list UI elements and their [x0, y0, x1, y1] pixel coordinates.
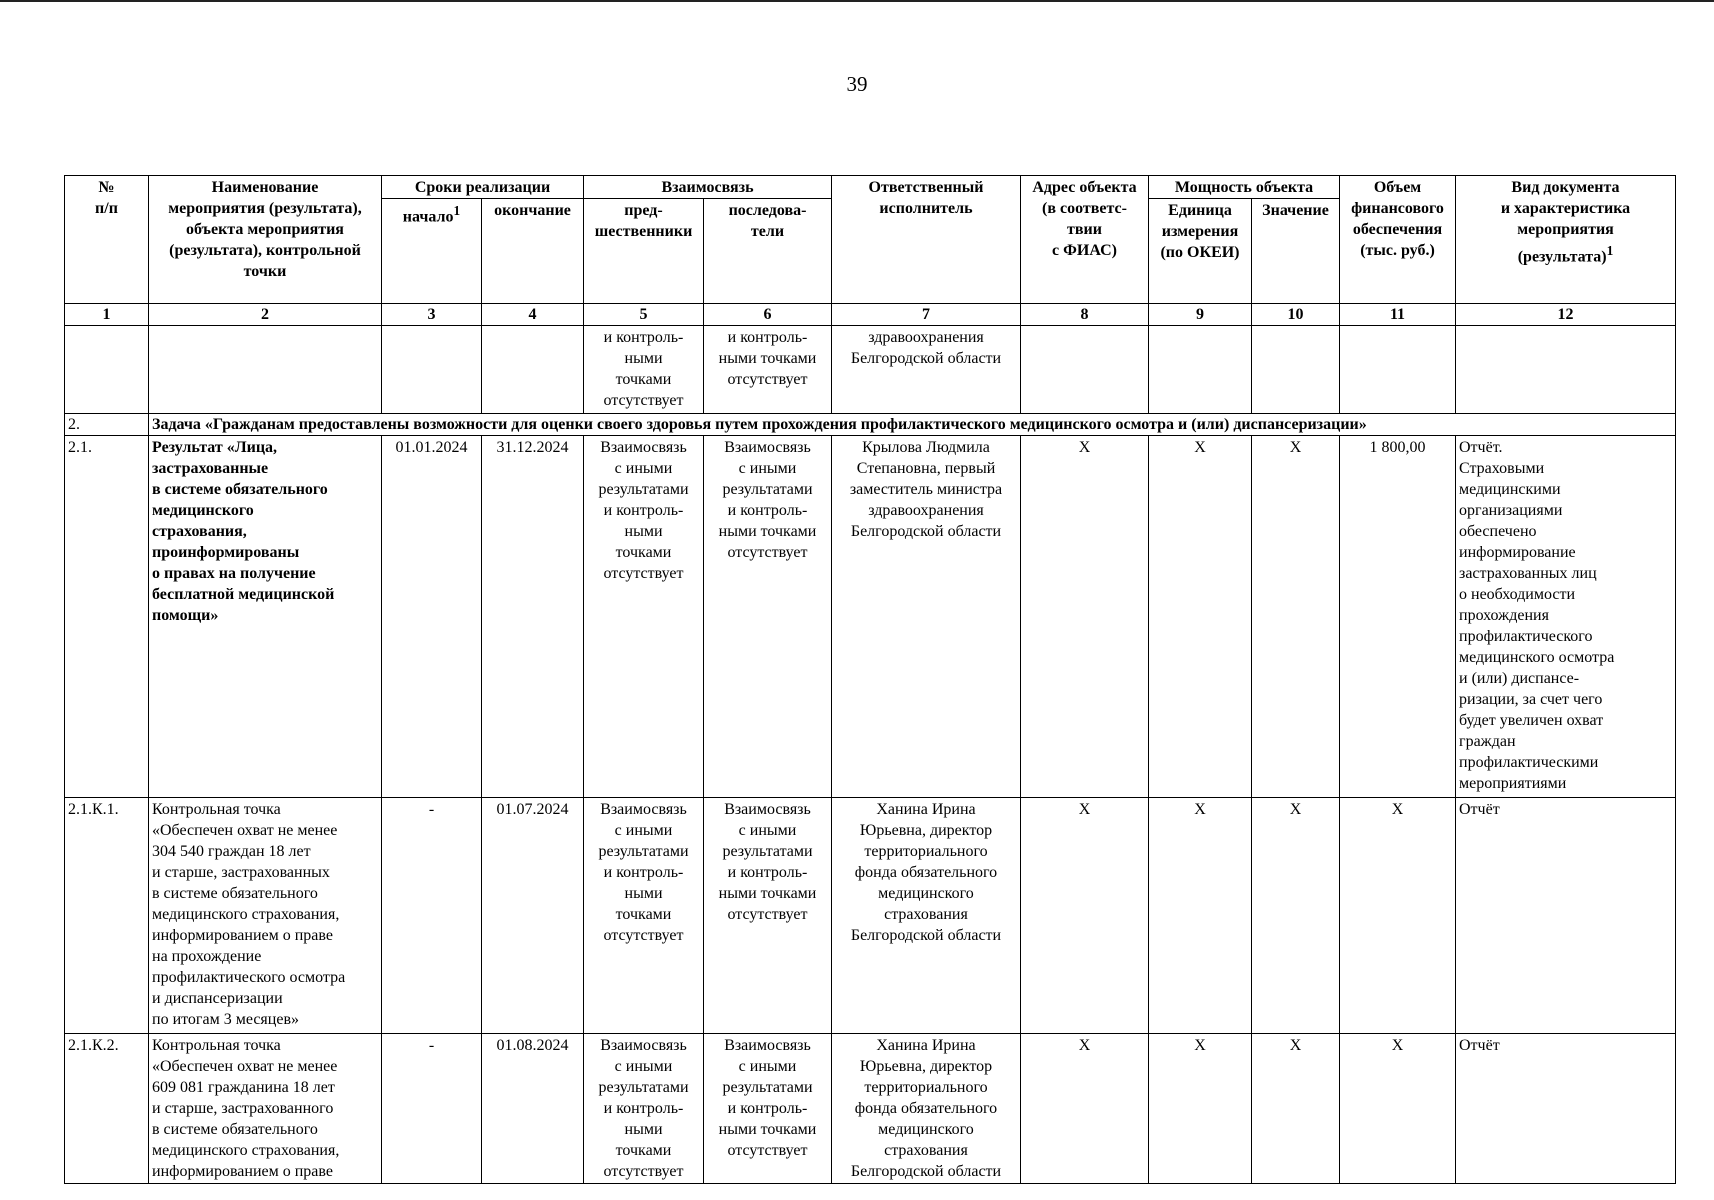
cell-empty [382, 326, 482, 414]
col-number: 8 [1021, 304, 1149, 326]
cell-empty [1149, 326, 1252, 414]
col-number: 7 [832, 304, 1021, 326]
result-row [65, 436, 1676, 798]
checkpoint-address: Х [1021, 798, 1149, 1034]
col-number: 4 [482, 304, 584, 326]
col-number: 12 [1456, 304, 1676, 326]
cell-empty [1252, 326, 1340, 414]
result-document: Отчёт. Страховыми медицинскими организациями обеспечено информирование застрахованных лиц о необходимости прохождения профилактического медицинского осмотра и (или) диспансе- ризации, за счет чего будет увеличен охват граждан профилактическими мероприятиями [1456, 436, 1676, 798]
result-start: 01.01.2024 [382, 436, 482, 798]
row-number: 2.1. [65, 436, 149, 798]
header-value: Значение [1252, 199, 1340, 304]
task-number: 2. [65, 414, 149, 436]
checkpoint-responsible: Ханина Ирина Юрьевна, директор территориального фонда обязательного медицинского страхования Белгородской области [832, 798, 1021, 1034]
checkpoint-name: Контрольная точка «Обеспечен охват не менее 304 540 граждан 18 лет и старше, застрахованных в системе обязательного медицинского страхования, информированием о праве на прохождение профилактического осмотра и диспансеризации по итогам 3 месяцев» [149, 798, 382, 1034]
cell-empty [482, 326, 584, 414]
cell-empty [149, 326, 382, 414]
checkpoint-document: Отчёт [1456, 1034, 1676, 1184]
checkpoint-start: - [382, 1034, 482, 1184]
checkpoint-unit: Х [1149, 798, 1252, 1034]
checkpoint-value: Х [1252, 798, 1340, 1034]
events-table [64, 175, 1676, 1184]
checkpoint-successors: Взаимосвязь с иными результатами и контроль- ными точками отсутствует [704, 1034, 832, 1184]
cell-empty [65, 326, 149, 414]
continuation-row [65, 326, 1676, 414]
checkpoint-volume: Х [1340, 798, 1456, 1034]
cell-empty [1021, 326, 1149, 414]
checkpoint-successors: Взаимосвязь с иными результатами и контроль- ными точками отсутствует [704, 798, 832, 1034]
checkpoint-start: - [382, 798, 482, 1034]
header-row-1 [65, 176, 1676, 199]
cell-empty [1456, 326, 1676, 414]
cont-responsible: здравоохранения Белгородской области [832, 326, 1021, 414]
header-terms: Сроки реализации [382, 176, 584, 199]
header-link: Взаимосвязь [584, 176, 832, 199]
result-unit: Х [1149, 436, 1252, 798]
header-start-text: начало [402, 208, 454, 226]
row-number: 2.1.К.1. [65, 798, 149, 1034]
result-address: Х [1021, 436, 1149, 798]
result-value: Х [1252, 436, 1340, 798]
header-end: окончание [482, 199, 584, 304]
cell-empty [1340, 326, 1456, 414]
result-name: Результат «Лица, застрахованные в системе обязательного медицинского страхования, проинформированы о правах на получение бесплатной медицинской помощи» [149, 436, 382, 798]
checkpoint-predecessors: Взаимосвязь с иными результатами и контроль- ными точками отсутствует [584, 798, 704, 1034]
checkpoint-name: Контрольная точка «Обеспечен охват не менее 609 081 гражданина 18 лет и старше, застрахованного в системе обязательного медицинского страхования, информированием о праве [149, 1034, 382, 1184]
header-power: Мощность объекта [1149, 176, 1340, 199]
checkpoint-predecessors: Взаимосвязь с иными результатами и контроль- ными точками отсутствует [584, 1034, 704, 1184]
result-successors: Взаимосвязь с иными результатами и контроль- ными точками отсутствует [704, 436, 832, 798]
checkpoint-row-1 [65, 798, 1676, 1034]
checkpoint-row-2 [65, 1034, 1676, 1184]
col-number: 6 [704, 304, 832, 326]
result-end: 31.12.2024 [482, 436, 584, 798]
page-number: 39 [846, 72, 868, 96]
header-volume: Объем финансового обеспечения (тыс. руб.) [1340, 176, 1456, 304]
result-volume: 1 800,00 [1340, 436, 1456, 798]
cont-predecessors: и контроль- ными точками отсутствует [584, 326, 704, 414]
header-address: Адрес объекта (в соответс- твии с ФИАС) [1021, 176, 1149, 304]
header-doc-text: Вид документа и характеристика мероприятия (результата) [1500, 179, 1631, 266]
header-start [382, 199, 482, 304]
header-start-footnote: 1 [453, 203, 461, 218]
header-successors: последова- тели [704, 199, 832, 304]
checkpoint-address: Х [1021, 1034, 1149, 1184]
col-number: 1 [65, 304, 149, 326]
checkpoint-end: 01.07.2024 [482, 798, 584, 1034]
task-row [65, 414, 1676, 436]
col-number: 11 [1340, 304, 1456, 326]
header-doc-footnote: 1 [1606, 243, 1614, 258]
header-unit: Единица измерения (по ОКЕИ) [1149, 199, 1252, 304]
col-number: 10 [1252, 304, 1340, 326]
result-responsible: Крылова Людмила Степановна, первый заместитель министра здравоохранения Белгородской области [832, 436, 1021, 798]
row-number: 2.1.К.2. [65, 1034, 149, 1184]
checkpoint-responsible: Ханина Ирина Юрьевна, директор территориального фонда обязательного медицинского страхования Белгородской области [832, 1034, 1021, 1184]
checkpoint-document: Отчёт [1456, 798, 1676, 1034]
task-text: Задача «Гражданам предоставлены возможности для оценки своего здоровья путем прохождения профилактического медицинского осмотра и (или) диспансеризации» [149, 414, 1676, 436]
col-number: 5 [584, 304, 704, 326]
checkpoint-volume: Х [1340, 1034, 1456, 1184]
header-no: № п/п [65, 176, 149, 304]
checkpoint-unit: Х [1149, 1034, 1252, 1184]
checkpoint-end: 01.08.2024 [482, 1034, 584, 1184]
header-responsible: Ответственный исполнитель [832, 176, 1021, 304]
col-number: 3 [382, 304, 482, 326]
scan-top-border [0, 0, 1714, 2]
checkpoint-value: Х [1252, 1034, 1340, 1184]
col-number: 2 [149, 304, 382, 326]
header-predecessors: пред- шественники [584, 199, 704, 304]
col-number: 9 [1149, 304, 1252, 326]
cont-successors: и контроль- ными точками отсутствует [704, 326, 832, 414]
result-predecessors: Взаимосвязь с иными результатами и контроль- ными точками отсутствует [584, 436, 704, 798]
header-doc [1456, 176, 1676, 304]
header-name: Наименование мероприятия (результата), объекта мероприятия (результата), контрольной точки [149, 176, 382, 304]
column-numbers-row [65, 304, 1676, 326]
